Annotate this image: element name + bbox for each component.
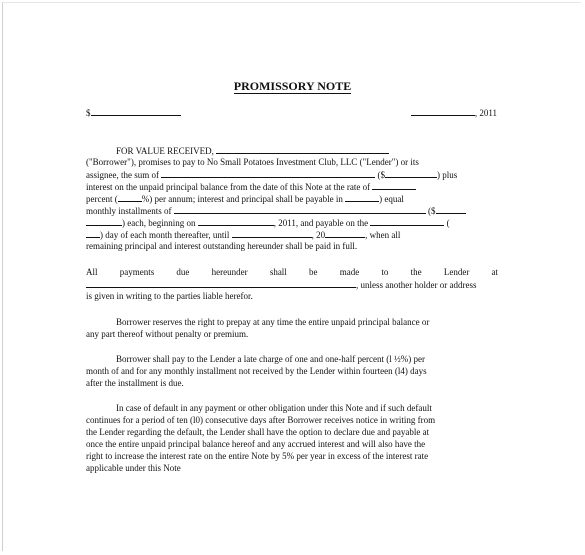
para3-line1: Borrower reserves the right to prepay at any time the entire unpaid principal balance or <box>116 317 430 327</box>
para2-line2: , unless another holder or address <box>86 278 476 291</box>
para5-line5: right to increase the interest rate on the entire Note by 5% per year in excess of the interest rate <box>86 451 429 461</box>
para5-line6: applicable under this Note <box>86 463 181 473</box>
borrower-name-blank[interactable] <box>216 144 389 154</box>
para1-line1: FOR VALUE RECEIVED, <box>116 144 389 157</box>
para4-line1: Borrower shall pay to the Lender a late charge of one and one-half percent (l ½%) per <box>116 354 425 364</box>
date-line: , 2011 <box>411 106 497 119</box>
maturity-year-blank[interactable] <box>325 228 365 238</box>
installment-words-blank[interactable] <box>174 204 426 214</box>
para5-line2: continues for a period of ten (l0) consecutive days after Borrower receives notice in writing from <box>86 415 436 425</box>
para1-line8: ) day of each month thereafter, until , 20 , when all <box>86 228 400 241</box>
date-blank[interactable] <box>411 106 475 116</box>
amount-blank[interactable] <box>91 106 181 116</box>
para1-line9: remaining principal and interest outstanding hereunder shall be paid in full. <box>86 241 358 251</box>
sum-words-blank[interactable] <box>161 168 375 178</box>
document-title: PROMISSORY NOTE <box>233 79 352 93</box>
para5-line4: once the entire unpaid principal balance hereof and any accrued interest and will also have the <box>86 439 426 449</box>
amount-line: $ <box>86 106 181 119</box>
maturity-date-blank[interactable] <box>232 228 312 238</box>
start-date-blank[interactable] <box>198 216 274 226</box>
para5-line3: the Lender regarding the default, the Lender shall have the option to declare due and payable at <box>86 427 430 437</box>
para2-line1 <box>86 266 498 278</box>
para4-line2: month of and for any monthly installment not received by the Lender within fourteen (l4) days <box>86 366 427 376</box>
para2-line3: is given in writing to the parties liable herefor. <box>86 291 253 301</box>
lender-address-blank[interactable] <box>86 278 356 288</box>
para4-line3: after the installment is due. <box>86 378 184 388</box>
para2-line1-justified: All payments due hereunder shall be made to the Lender at <box>86 267 499 277</box>
rate-words-blank[interactable] <box>372 180 416 190</box>
payment-day-number-blank[interactable] <box>86 228 100 238</box>
rate-number-blank[interactable] <box>118 192 142 202</box>
para1-line7: ) each, beginning on , 2011, and payable on the ( <box>86 216 450 229</box>
installment-number-cont-blank[interactable] <box>86 216 122 226</box>
payment-day-words-blank[interactable] <box>370 216 444 226</box>
para1-line3: assignee, the sum of ($ ) plus <box>86 170 458 180</box>
para5-line1: In case of default in any payment or other obligation under this Note and if such default <box>116 403 432 413</box>
installments-count-blank[interactable] <box>345 192 379 202</box>
para1-line4: interest on the unpaid principal balance from the date of this Note at the rate of <box>86 180 416 193</box>
para3-line2: any part thereof without penalty or premium. <box>86 329 249 339</box>
sum-number-blank[interactable] <box>385 168 437 178</box>
para1-line5: percent ( %) per annum; interest and principal shall be payable in ) equal <box>86 194 404 204</box>
para1-line2: ("Borrower"), promises to pay to No Small Potatoes Investment Club, LLC ("Lender") or its <box>86 157 419 167</box>
installment-number-blank[interactable] <box>436 204 466 214</box>
para1-line6: monthly installments of ($ <box>86 204 466 217</box>
